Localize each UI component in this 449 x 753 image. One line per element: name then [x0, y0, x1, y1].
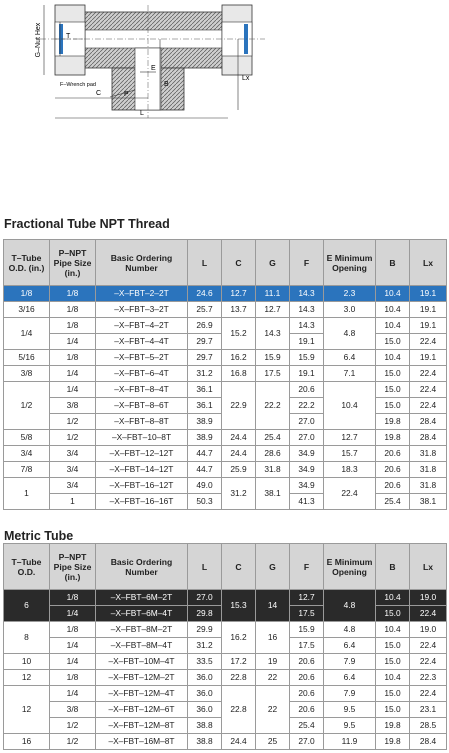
cell-c: 22.8: [222, 686, 256, 734]
cell-l: 38.9: [188, 414, 222, 430]
cell-code: –X–FBT–10M–4T: [96, 654, 188, 670]
fractional-header-cell: L: [188, 240, 222, 286]
fractional-header-cell: T–Tube O.D. (in.): [4, 240, 50, 286]
cell-f: 34.9: [290, 446, 324, 462]
fractional-header-cell: C: [222, 240, 256, 286]
fractional-header-cell: G: [256, 240, 290, 286]
table-row: [4, 590, 447, 606]
cell-code: –X–FBT–12M–6T: [96, 702, 188, 718]
cell-p: 1/2: [50, 414, 96, 430]
cell-code: –X–FBT–12M–8T: [96, 718, 188, 734]
cell-c: 15.2: [222, 318, 256, 350]
cell-c: 16.8: [222, 366, 256, 382]
cell-g: 22: [256, 670, 290, 686]
cell-lx: 22.4: [410, 654, 447, 670]
cell-c: 13.7: [222, 302, 256, 318]
cell-code: –X–FBT–6M–2T: [96, 590, 188, 606]
cell-b: 15.0: [376, 638, 410, 654]
cell-t: 5/16: [4, 350, 50, 366]
cell-p: 1/8: [50, 590, 96, 606]
cell-c: 16.2: [222, 350, 256, 366]
label-c: C: [96, 90, 102, 97]
cell-l: 44.7: [188, 446, 222, 462]
cell-f: 19.1: [290, 334, 324, 350]
cell-l: 36.1: [188, 382, 222, 398]
cell-lx: 19.0: [410, 622, 447, 638]
metric-header-cell: Lx: [410, 544, 447, 590]
cell-code: –X–FBT–16–12T: [96, 478, 188, 494]
cell-l: 31.2: [188, 366, 222, 382]
cell-code: –X–FBT–2–2T: [96, 286, 188, 302]
cell-e: 6.4: [324, 350, 376, 366]
cell-g: 31.8: [256, 462, 290, 478]
cell-t: 1/4: [4, 318, 50, 350]
cell-b: 19.8: [376, 430, 410, 446]
cell-f: 17.5: [290, 606, 324, 622]
cell-code: –X–FBT–16M–8T: [96, 734, 188, 750]
cell-g: 14: [256, 590, 290, 622]
cell-t: 6: [4, 590, 50, 622]
cell-e: 9.5: [324, 702, 376, 718]
cell-e: 7.9: [324, 654, 376, 670]
metric-header-cell: E Minimum Opening: [324, 544, 376, 590]
metric-spec-table: [3, 543, 447, 750]
cell-code: –X–FBT–8–4T: [96, 382, 188, 398]
cell-t: 3/16: [4, 302, 50, 318]
cell-p: 1/8: [50, 302, 96, 318]
label-t: T: [66, 33, 71, 40]
cell-t: 3/8: [4, 366, 50, 382]
cell-code: –X–FBT–12M–4T: [96, 686, 188, 702]
cell-l: 36.0: [188, 670, 222, 686]
cell-c: 31.2: [222, 478, 256, 510]
cell-b: 15.0: [376, 398, 410, 414]
cell-l: 49.0: [188, 478, 222, 494]
cell-g: 17.5: [256, 366, 290, 382]
cell-lx: 28.4: [410, 430, 447, 446]
label-e: E: [151, 65, 156, 72]
fractional-section-title: Fractional Tube NPT Thread: [4, 217, 170, 231]
fractional-header-cell: P–NPT Pipe Size (in.): [50, 240, 96, 286]
cell-b: 15.0: [376, 654, 410, 670]
cell-code: –X–FBT–4–2T: [96, 318, 188, 334]
cell-g: 11.1: [256, 286, 290, 302]
cell-code: –X–FBT–10–8T: [96, 430, 188, 446]
cell-c: 22.9: [222, 382, 256, 430]
cell-g: 22.2: [256, 382, 290, 430]
cell-lx: 22.4: [410, 686, 447, 702]
cell-f: 14.3: [290, 286, 324, 302]
cell-b: 15.0: [376, 686, 410, 702]
cell-b: 10.4: [376, 350, 410, 366]
table-row: [4, 622, 447, 638]
cell-p: 1/8: [50, 622, 96, 638]
cell-f: 22.2: [290, 398, 324, 414]
cell-e: 9.5: [324, 718, 376, 734]
cell-code: –X–FBT–3–2T: [96, 302, 188, 318]
cell-l: 29.9: [188, 622, 222, 638]
cell-f: 15.9: [290, 350, 324, 366]
cell-f: 20.6: [290, 382, 324, 398]
cell-c: 12.7: [222, 286, 256, 302]
cell-l: 36.0: [188, 702, 222, 718]
cell-g: 28.6: [256, 446, 290, 462]
cell-f: 27.0: [290, 430, 324, 446]
cell-l: 26.9: [188, 318, 222, 334]
fractional-spec-table: [3, 239, 447, 510]
cell-f: 20.6: [290, 670, 324, 686]
metric-header-cell: T–Tube O.D.: [4, 544, 50, 590]
metric-table-body: [4, 590, 447, 750]
cell-lx: 31.8: [410, 478, 447, 494]
cell-lx: 19.1: [410, 350, 447, 366]
cell-f: 17.5: [290, 638, 324, 654]
cell-lx: 19.1: [410, 302, 447, 318]
cell-lx: 22.4: [410, 398, 447, 414]
cell-p: 3/4: [50, 462, 96, 478]
metric-header-cell: L: [188, 544, 222, 590]
cell-l: 29.7: [188, 350, 222, 366]
table-row: [4, 302, 447, 318]
table-row: [4, 686, 447, 702]
cell-b: 10.4: [376, 590, 410, 606]
cell-b: 10.4: [376, 286, 410, 302]
cell-b: 25.4: [376, 494, 410, 510]
cell-lx: 28.4: [410, 414, 447, 430]
cell-p: 1/4: [50, 334, 96, 350]
cell-c: 24.4: [222, 734, 256, 750]
cell-e: 4.8: [324, 590, 376, 622]
cell-e: 11.9: [324, 734, 376, 750]
table-row: [4, 286, 447, 302]
cell-p: 1/4: [50, 654, 96, 670]
cell-t: 7/8: [4, 462, 50, 478]
cell-f: 41.3: [290, 494, 324, 510]
fractional-header-cell: B: [376, 240, 410, 286]
cell-t: 1: [4, 478, 50, 510]
cell-lx: 22.3: [410, 670, 447, 686]
table-row: [4, 462, 447, 478]
cell-code: –X–FBT–8M–2T: [96, 622, 188, 638]
cell-p: 1/8: [50, 286, 96, 302]
cell-code: –X–FBT–8M–4T: [96, 638, 188, 654]
cell-lx: 22.4: [410, 638, 447, 654]
cell-t: 8: [4, 622, 50, 654]
cell-c: 25.9: [222, 462, 256, 478]
table-row: [4, 382, 447, 398]
fractional-header-cell: E Minimum Opening: [324, 240, 376, 286]
cell-code: –X–FBT–6M–4T: [96, 606, 188, 622]
cell-f: 27.0: [290, 734, 324, 750]
cell-p: 1/4: [50, 638, 96, 654]
cell-g: 16: [256, 622, 290, 654]
cell-b: 10.4: [376, 670, 410, 686]
cell-b: 20.6: [376, 478, 410, 494]
metric-header-cell: Basic Ordering Number: [96, 544, 188, 590]
fitting-drawing: [0, 0, 449, 140]
metric-header-cell: C: [222, 544, 256, 590]
table-row: [4, 350, 447, 366]
fractional-table-body: [4, 286, 447, 510]
cell-c: 24.4: [222, 446, 256, 462]
cell-lx: 28.4: [410, 734, 447, 750]
cell-p: 3/4: [50, 446, 96, 462]
cell-f: 20.6: [290, 686, 324, 702]
cell-p: 1/8: [50, 318, 96, 334]
cell-l: 36.0: [188, 686, 222, 702]
cell-p: 3/8: [50, 398, 96, 414]
label-p: P: [124, 91, 129, 98]
cell-f: 34.9: [290, 462, 324, 478]
cell-lx: 28.5: [410, 718, 447, 734]
cell-t: 10: [4, 654, 50, 670]
cell-lx: 22.4: [410, 382, 447, 398]
cell-e: 6.4: [324, 638, 376, 654]
cell-f: 19.1: [290, 366, 324, 382]
cell-c: 15.3: [222, 590, 256, 622]
cell-e: 15.7: [324, 446, 376, 462]
cell-code: –X–FBT–12M–2T: [96, 670, 188, 686]
cell-lx: 22.4: [410, 334, 447, 350]
metric-header-cell: P–NPT Pipe Size (in.): [50, 544, 96, 590]
cell-e: 4.8: [324, 622, 376, 638]
cell-code: –X–FBT–6–4T: [96, 366, 188, 382]
cell-l: 29.7: [188, 334, 222, 350]
cell-code: –X–FBT–8–8T: [96, 414, 188, 430]
cell-b: 19.8: [376, 414, 410, 430]
cell-t: 16: [4, 734, 50, 750]
cell-b: 15.0: [376, 606, 410, 622]
cell-t: 1/2: [4, 382, 50, 430]
cell-p: 1: [50, 494, 96, 510]
cell-code: –X–FBT–4–4T: [96, 334, 188, 350]
cell-b: 10.4: [376, 622, 410, 638]
cell-t: 12: [4, 686, 50, 734]
cell-lx: 22.4: [410, 606, 447, 622]
cell-f: 20.6: [290, 654, 324, 670]
label-b: B: [164, 81, 169, 88]
cell-c: 16.2: [222, 622, 256, 654]
cell-lx: 19.1: [410, 318, 447, 334]
metric-header-cell: G: [256, 544, 290, 590]
table-row: [4, 734, 447, 750]
cell-p: 1/4: [50, 686, 96, 702]
table-row: [4, 478, 447, 494]
cell-code: –X–FBT–16–16T: [96, 494, 188, 510]
cell-code: –X–FBT–12–12T: [96, 446, 188, 462]
cell-g: 19: [256, 654, 290, 670]
cell-f: 14.3: [290, 302, 324, 318]
label-lx: Lx: [242, 75, 250, 82]
cell-lx: 19.1: [410, 286, 447, 302]
right-nut: [222, 5, 252, 75]
cell-p: 3/8: [50, 702, 96, 718]
cell-lx: 31.8: [410, 462, 447, 478]
cell-l: 38.9: [188, 430, 222, 446]
cell-code: –X–FBT–14–12T: [96, 462, 188, 478]
cell-l: 38.8: [188, 734, 222, 750]
label-l: L: [140, 110, 144, 117]
cell-f: 34.9: [290, 478, 324, 494]
cell-b: 15.0: [376, 366, 410, 382]
cell-g: 25.4: [256, 430, 290, 446]
fractional-header-cell: Lx: [410, 240, 447, 286]
metric-header-cell: B: [376, 544, 410, 590]
cell-code: –X–FBT–8–6T: [96, 398, 188, 414]
table-row: [4, 318, 447, 334]
cell-b: 20.6: [376, 462, 410, 478]
label-g-nut-hex: G–Nut Hex: [35, 22, 42, 58]
cell-lx: 19.0: [410, 590, 447, 606]
cell-l: 24.6: [188, 286, 222, 302]
cell-t: 3/4: [4, 446, 50, 462]
cell-b: 19.8: [376, 718, 410, 734]
cell-b: 20.6: [376, 446, 410, 462]
cell-lx: 22.4: [410, 366, 447, 382]
cell-l: 50.3: [188, 494, 222, 510]
cell-e: 6.4: [324, 670, 376, 686]
cell-e: 10.4: [324, 382, 376, 430]
cell-p: 1/2: [50, 430, 96, 446]
cell-p: 1/2: [50, 718, 96, 734]
cell-l: 38.8: [188, 718, 222, 734]
cell-code: –X–FBT–5–2T: [96, 350, 188, 366]
cell-l: 44.7: [188, 462, 222, 478]
cell-e: 4.8: [324, 318, 376, 350]
cell-e: 7.9: [324, 686, 376, 702]
cell-l: 27.0: [188, 590, 222, 606]
cell-e: 3.0: [324, 302, 376, 318]
cell-e: 18.3: [324, 462, 376, 478]
cell-e: 2.3: [324, 286, 376, 302]
cell-g: 12.7: [256, 302, 290, 318]
cell-p: 3/4: [50, 478, 96, 494]
cell-b: 15.0: [376, 702, 410, 718]
cell-l: 25.7: [188, 302, 222, 318]
cell-g: 14.3: [256, 318, 290, 350]
cell-l: 36.1: [188, 398, 222, 414]
cell-c: 22.8: [222, 670, 256, 686]
cell-p: 1/2: [50, 734, 96, 750]
cell-l: 29.8: [188, 606, 222, 622]
cell-e: 7.1: [324, 366, 376, 382]
fractional-header-row: [4, 240, 447, 286]
cell-l: 33.5: [188, 654, 222, 670]
cell-b: 15.0: [376, 334, 410, 350]
cell-c: 17.2: [222, 654, 256, 670]
fractional-header-cell: Basic Ordering Number: [96, 240, 188, 286]
cell-g: 25: [256, 734, 290, 750]
cell-f: 25.4: [290, 718, 324, 734]
cell-e: 22.4: [324, 478, 376, 510]
cell-c: 24.4: [222, 430, 256, 446]
cell-f: 27.0: [290, 414, 324, 430]
cell-e: 12.7: [324, 430, 376, 446]
cell-f: 15.9: [290, 622, 324, 638]
cell-f: 20.6: [290, 702, 324, 718]
cell-b: 19.8: [376, 734, 410, 750]
table-row: [4, 654, 447, 670]
metric-section-title: Metric Tube: [4, 529, 74, 543]
table-row: [4, 430, 447, 446]
label-f-wrench-pad: F–Wrench pad: [60, 82, 96, 88]
cell-t: 1/8: [4, 286, 50, 302]
metric-header-row: [4, 544, 447, 590]
cell-g: 38.1: [256, 478, 290, 510]
left-nut: [55, 5, 85, 75]
cell-p: 1/4: [50, 366, 96, 382]
cell-g: 22: [256, 686, 290, 734]
cell-b: 10.4: [376, 302, 410, 318]
table-row: [4, 446, 447, 462]
metric-header-cell: F: [290, 544, 324, 590]
cell-t: 12: [4, 670, 50, 686]
cell-l: 31.2: [188, 638, 222, 654]
cell-lx: 38.1: [410, 494, 447, 510]
cell-lx: 23.1: [410, 702, 447, 718]
cell-b: 15.0: [376, 382, 410, 398]
cell-f: 14.3: [290, 318, 324, 334]
table-row: [4, 366, 447, 382]
cell-lx: 31.8: [410, 446, 447, 462]
cell-t: 5/8: [4, 430, 50, 446]
fractional-header-cell: F: [290, 240, 324, 286]
cell-p: 1/8: [50, 670, 96, 686]
table-row: [4, 670, 447, 686]
cell-g: 15.9: [256, 350, 290, 366]
cell-p: 1/8: [50, 350, 96, 366]
cell-p: 1/4: [50, 382, 96, 398]
cell-p: 1/4: [50, 606, 96, 622]
cell-f: 12.7: [290, 590, 324, 606]
cell-b: 10.4: [376, 318, 410, 334]
